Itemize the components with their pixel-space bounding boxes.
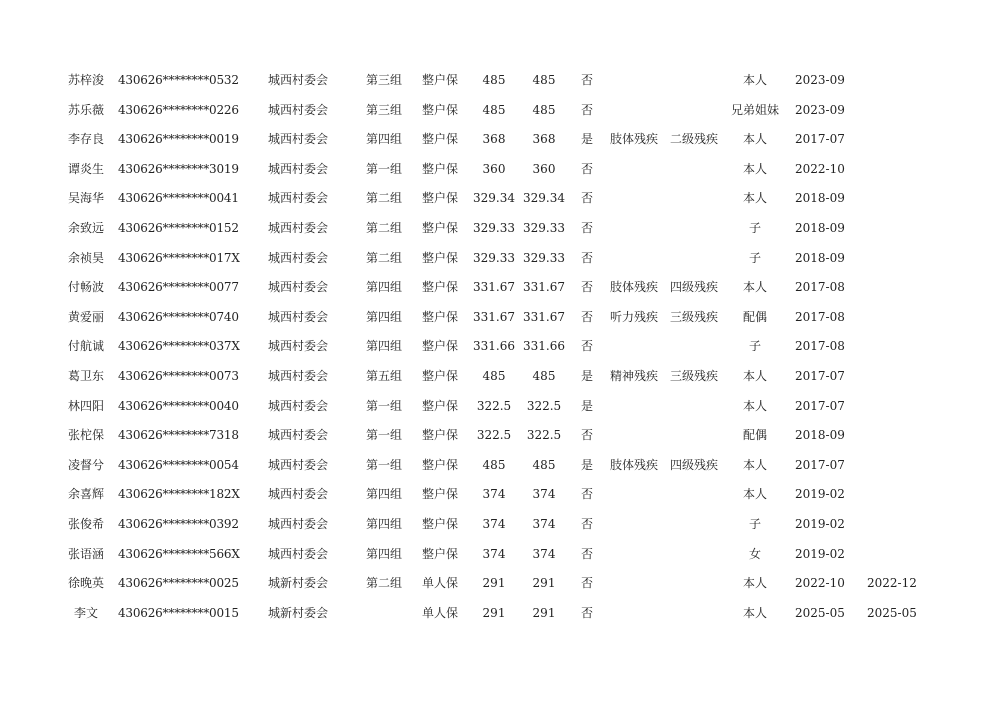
coverage-type-cell: 单人保 xyxy=(422,576,459,591)
group-cell: 第四组 xyxy=(366,339,403,354)
start-date-cell: 2017-08 xyxy=(795,280,845,295)
relation-cell: 本人 xyxy=(742,280,767,295)
disability-type-cell: 精神残疾 xyxy=(610,369,659,383)
village-committee-cell: 城西村委会 xyxy=(268,161,329,176)
name-cell: 林四阳 xyxy=(67,398,104,413)
id-number-cell: 430626********0025 xyxy=(118,576,239,591)
amount-paid-cell: 374 xyxy=(532,517,556,531)
group-cell xyxy=(366,599,416,628)
start-date-cell: 2022-10 xyxy=(795,161,845,176)
table-row xyxy=(0,451,1000,480)
disability-level-cell xyxy=(670,569,726,598)
name-cell: 葛卫东 xyxy=(67,369,104,383)
disability-level-cell xyxy=(670,421,726,450)
relation-cell: 本人 xyxy=(742,191,767,206)
amount-paid-cell: 368 xyxy=(532,132,556,147)
amount-cell: 291 xyxy=(482,605,506,620)
id-number-cell: 430626********0019 xyxy=(118,132,239,147)
relation-cell: 本人 xyxy=(742,369,767,383)
disability-type-cell xyxy=(610,510,666,539)
group-cell: 第一组 xyxy=(366,428,403,443)
group-cell: 第四组 xyxy=(366,546,403,561)
village-committee-cell: 城西村委会 xyxy=(268,546,329,561)
table-row xyxy=(0,540,1000,569)
amount-paid-cell: 485 xyxy=(532,457,556,472)
disability-type-cell xyxy=(610,244,666,273)
group-cell: 第四组 xyxy=(366,132,403,147)
amount-paid-cell: 329.33 xyxy=(523,221,565,235)
flag-cell: 否 xyxy=(580,191,593,206)
disability-level-cell xyxy=(670,332,726,361)
amount-cell: 331.67 xyxy=(473,309,515,324)
id-number-cell: 430626********7318 xyxy=(118,428,239,443)
disability-level-cell xyxy=(670,214,726,243)
disability-level-cell xyxy=(670,599,726,628)
coverage-type-cell: 整户保 xyxy=(422,517,459,531)
coverage-type-cell: 整户保 xyxy=(422,102,459,117)
disability-type-cell xyxy=(610,214,666,243)
relation-cell: 女 xyxy=(748,546,761,561)
amount-cell: 374 xyxy=(482,517,506,531)
table-row xyxy=(0,66,1000,95)
end-date-cell xyxy=(867,451,927,480)
amount-cell: 374 xyxy=(482,546,506,561)
table-row xyxy=(0,303,1000,332)
flag-cell: 否 xyxy=(580,102,593,117)
group-cell: 第三组 xyxy=(366,102,403,117)
amount-paid-cell: 322.5 xyxy=(526,398,562,413)
group-cell: 第五组 xyxy=(366,369,403,383)
disability-type-cell: 肢体残疾 xyxy=(610,457,659,472)
disability-type-cell: 肢体残疾 xyxy=(610,280,659,295)
disability-type-cell xyxy=(610,332,666,361)
amount-paid-cell: 374 xyxy=(532,487,556,502)
relation-cell: 配偶 xyxy=(742,309,767,324)
village-committee-cell: 城西村委会 xyxy=(268,339,329,354)
end-date-cell xyxy=(867,540,927,569)
group-cell: 第三组 xyxy=(366,73,403,87)
relation-cell: 子 xyxy=(748,221,761,235)
village-committee-cell: 城西村委会 xyxy=(268,487,329,502)
id-number-cell: 430626********0040 xyxy=(118,398,239,413)
table-row xyxy=(0,155,1000,184)
table-row xyxy=(0,599,1000,628)
start-date-cell: 2019-02 xyxy=(795,546,845,561)
end-date-cell xyxy=(867,332,927,361)
end-date-cell xyxy=(867,96,927,125)
end-date-cell xyxy=(867,155,927,184)
start-date-cell: 2025-05 xyxy=(795,605,845,620)
disability-type-cell xyxy=(610,540,666,569)
name-cell: 余祯昊 xyxy=(67,250,104,265)
flag-cell: 否 xyxy=(580,517,593,531)
disability-level-cell xyxy=(670,184,726,213)
start-date-cell: 2019-02 xyxy=(795,517,845,531)
table-row xyxy=(0,214,1000,243)
name-cell: 李文 xyxy=(73,605,98,620)
end-date-cell xyxy=(867,510,927,539)
start-date-cell: 2023-09 xyxy=(795,73,845,87)
village-committee-cell: 城西村委会 xyxy=(268,191,329,206)
id-number-cell: 430626********3019 xyxy=(118,161,239,176)
village-committee-cell: 城新村委会 xyxy=(268,605,329,620)
name-cell: 徐晚英 xyxy=(67,576,104,591)
coverage-type-cell: 整户保 xyxy=(422,457,459,472)
amount-cell: 485 xyxy=(482,73,506,87)
id-number-cell: 430626********037X xyxy=(118,339,240,354)
group-cell: 第二组 xyxy=(366,250,403,265)
coverage-type-cell: 整户保 xyxy=(422,73,459,87)
flag-cell: 是 xyxy=(580,369,593,383)
start-date-cell: 2019-02 xyxy=(795,487,845,502)
relation-cell: 本人 xyxy=(742,132,767,147)
start-date-cell: 2017-08 xyxy=(795,309,845,324)
group-cell: 第四组 xyxy=(366,309,403,324)
end-date-cell xyxy=(867,303,927,332)
table-row xyxy=(0,244,1000,273)
disability-type-cell: 肢体残疾 xyxy=(610,132,659,147)
id-number-cell: 430626********0392 xyxy=(118,517,239,531)
id-number-cell: 430626********017X xyxy=(118,250,240,265)
relation-cell: 本人 xyxy=(742,605,767,620)
disability-level-cell xyxy=(670,66,726,95)
amount-paid-cell: 291 xyxy=(532,605,556,620)
village-committee-cell: 城西村委会 xyxy=(268,280,329,295)
disability-level-cell xyxy=(670,480,726,509)
flag-cell: 否 xyxy=(580,339,593,354)
id-number-cell: 430626********0041 xyxy=(118,191,239,206)
village-committee-cell: 城西村委会 xyxy=(268,221,329,235)
amount-cell: 322.5 xyxy=(476,428,512,443)
disability-level-cell xyxy=(670,155,726,184)
disability-level-cell: 三级残疾 xyxy=(670,309,719,324)
table-row xyxy=(0,184,1000,213)
flag-cell: 否 xyxy=(580,280,593,295)
coverage-type-cell: 单人保 xyxy=(422,605,459,620)
amount-paid-cell: 331.67 xyxy=(523,280,565,295)
name-cell: 张俊希 xyxy=(67,517,104,531)
start-date-cell: 2018-09 xyxy=(795,191,845,206)
table-row xyxy=(0,273,1000,302)
amount-cell: 329.33 xyxy=(473,221,515,235)
table-row xyxy=(0,392,1000,421)
id-number-cell: 430626********0054 xyxy=(118,457,239,472)
table-row xyxy=(0,332,1000,361)
amount-cell: 485 xyxy=(482,457,506,472)
coverage-type-cell: 整户保 xyxy=(422,161,459,176)
village-committee-cell: 城西村委会 xyxy=(268,250,329,265)
name-cell: 张语涵 xyxy=(67,546,104,561)
amount-cell: 360 xyxy=(482,161,506,176)
disability-type-cell xyxy=(610,480,666,509)
village-committee-cell: 城西村委会 xyxy=(268,428,329,443)
amount-paid-cell: 374 xyxy=(532,546,556,561)
group-cell: 第四组 xyxy=(366,517,403,531)
id-number-cell: 430626********182X xyxy=(118,487,240,502)
flag-cell: 否 xyxy=(580,309,593,324)
id-number-cell: 430626********0077 xyxy=(118,280,239,295)
name-cell: 余喜辉 xyxy=(67,487,104,502)
name-cell: 付航诚 xyxy=(67,339,104,354)
coverage-type-cell: 整户保 xyxy=(422,132,459,147)
id-number-cell: 430626********566X xyxy=(118,546,240,561)
start-date-cell: 2017-07 xyxy=(795,132,845,147)
amount-cell: 329.34 xyxy=(473,191,515,206)
disability-level-cell xyxy=(670,244,726,273)
end-date-cell xyxy=(867,214,927,243)
disability-level-cell xyxy=(670,392,726,421)
amount-paid-cell: 485 xyxy=(532,369,556,383)
disability-type-cell xyxy=(610,421,666,450)
disability-type-cell xyxy=(610,569,666,598)
name-cell: 苏乐薇 xyxy=(67,102,104,117)
amount-paid-cell: 331.67 xyxy=(523,309,565,324)
disability-level-cell: 四级残疾 xyxy=(670,457,719,472)
disability-level-cell: 三级残疾 xyxy=(670,369,719,383)
disability-level-cell xyxy=(670,540,726,569)
end-date-cell xyxy=(867,362,927,391)
coverage-type-cell: 整户保 xyxy=(422,250,459,265)
flag-cell: 否 xyxy=(580,161,593,176)
end-date-cell: 2022-12 xyxy=(867,576,917,591)
name-cell: 凌督兮 xyxy=(67,457,104,472)
disability-type-cell: 听力残疾 xyxy=(610,309,659,324)
start-date-cell: 2017-07 xyxy=(795,398,845,413)
id-number-cell: 430626********0015 xyxy=(118,605,239,620)
amount-paid-cell: 329.33 xyxy=(523,250,565,265)
coverage-type-cell: 整户保 xyxy=(422,546,459,561)
amount-paid-cell: 322.5 xyxy=(526,428,562,443)
name-cell: 苏梓浚 xyxy=(67,73,104,87)
flag-cell: 否 xyxy=(580,576,593,591)
group-cell: 第四组 xyxy=(366,487,403,502)
disability-type-cell xyxy=(610,155,666,184)
amount-paid-cell: 329.34 xyxy=(523,191,565,206)
relation-cell: 本人 xyxy=(742,487,767,502)
relation-cell: 本人 xyxy=(742,457,767,472)
name-cell: 黄爱丽 xyxy=(67,309,104,324)
name-cell: 李存良 xyxy=(67,132,104,147)
flag-cell: 否 xyxy=(580,487,593,502)
end-date-cell xyxy=(867,392,927,421)
group-cell: 第一组 xyxy=(366,161,403,176)
name-cell: 付畅波 xyxy=(67,280,104,295)
flag-cell: 否 xyxy=(580,73,593,87)
start-date-cell: 2023-09 xyxy=(795,102,845,117)
group-cell: 第二组 xyxy=(366,221,403,235)
amount-cell: 485 xyxy=(482,102,506,117)
disability-type-cell xyxy=(610,184,666,213)
table-row xyxy=(0,362,1000,391)
id-number-cell: 430626********0740 xyxy=(118,309,239,324)
flag-cell: 否 xyxy=(580,221,593,235)
amount-cell: 329.33 xyxy=(473,250,515,265)
id-number-cell: 430626********0152 xyxy=(118,221,239,235)
village-committee-cell: 城西村委会 xyxy=(268,132,329,147)
end-date-cell xyxy=(867,125,927,154)
relation-cell: 本人 xyxy=(742,576,767,591)
id-number-cell: 430626********0532 xyxy=(118,73,239,87)
village-committee-cell: 城西村委会 xyxy=(268,398,329,413)
village-committee-cell: 城西村委会 xyxy=(268,309,329,324)
coverage-type-cell: 整户保 xyxy=(422,428,459,443)
disability-level-cell: 二级残疾 xyxy=(670,132,719,147)
table-row xyxy=(0,569,1000,598)
amount-cell: 331.66 xyxy=(473,339,515,354)
village-committee-cell: 城西村委会 xyxy=(268,102,329,117)
group-cell: 第二组 xyxy=(366,576,403,591)
end-date-cell xyxy=(867,184,927,213)
amount-cell: 291 xyxy=(482,576,506,591)
amount-cell: 374 xyxy=(482,487,506,502)
relation-cell: 本人 xyxy=(742,73,767,87)
amount-cell: 368 xyxy=(482,132,506,147)
group-cell: 第二组 xyxy=(366,191,403,206)
name-cell: 余致远 xyxy=(67,221,104,235)
disability-type-cell xyxy=(610,96,666,125)
disability-type-cell xyxy=(610,599,666,628)
amount-cell: 331.67 xyxy=(473,280,515,295)
id-number-cell: 430626********0226 xyxy=(118,102,239,117)
end-date-cell: 2025-05 xyxy=(867,605,917,620)
relation-cell: 本人 xyxy=(742,398,767,413)
flag-cell: 是 xyxy=(580,132,593,147)
end-date-cell xyxy=(867,273,927,302)
coverage-type-cell: 整户保 xyxy=(422,221,459,235)
table-row xyxy=(0,480,1000,509)
group-cell: 第四组 xyxy=(366,280,403,295)
relation-cell: 本人 xyxy=(742,161,767,176)
coverage-type-cell: 整户保 xyxy=(422,487,459,502)
relation-cell: 子 xyxy=(748,339,761,354)
village-committee-cell: 城西村委会 xyxy=(268,457,329,472)
disability-level-cell: 四级残疾 xyxy=(670,280,719,295)
flag-cell: 否 xyxy=(580,605,593,620)
amount-paid-cell: 331.66 xyxy=(523,339,565,354)
disability-level-cell xyxy=(670,96,726,125)
start-date-cell: 2018-09 xyxy=(795,221,845,235)
flag-cell: 否 xyxy=(580,546,593,561)
end-date-cell xyxy=(867,244,927,273)
group-cell: 第一组 xyxy=(366,398,403,413)
flag-cell: 否 xyxy=(580,250,593,265)
coverage-type-cell: 整户保 xyxy=(422,339,459,354)
end-date-cell xyxy=(867,66,927,95)
disability-type-cell xyxy=(610,66,666,95)
coverage-type-cell: 整户保 xyxy=(422,280,459,295)
relation-cell: 兄弟姐妹 xyxy=(730,102,779,117)
start-date-cell: 2022-10 xyxy=(795,576,845,591)
village-committee-cell: 城西村委会 xyxy=(268,73,329,87)
amount-paid-cell: 360 xyxy=(532,161,556,176)
amount-paid-cell: 485 xyxy=(532,102,556,117)
coverage-type-cell: 整户保 xyxy=(422,191,459,206)
name-cell: 吴海华 xyxy=(67,191,104,206)
coverage-type-cell: 整户保 xyxy=(422,309,459,324)
table-row xyxy=(0,421,1000,450)
relation-cell: 子 xyxy=(748,250,761,265)
start-date-cell: 2017-08 xyxy=(795,339,845,354)
table-row xyxy=(0,96,1000,125)
flag-cell: 是 xyxy=(580,457,593,472)
amount-paid-cell: 485 xyxy=(532,73,556,87)
name-cell: 谭炎生 xyxy=(67,161,104,176)
disability-type-cell xyxy=(610,392,666,421)
amount-paid-cell: 291 xyxy=(532,576,556,591)
amount-cell: 322.5 xyxy=(476,398,512,413)
start-date-cell: 2017-07 xyxy=(795,369,845,383)
end-date-cell xyxy=(867,421,927,450)
id-number-cell: 430626********0073 xyxy=(118,369,239,383)
amount-cell: 485 xyxy=(482,369,506,383)
end-date-cell xyxy=(867,480,927,509)
table-row xyxy=(0,510,1000,539)
disability-level-cell xyxy=(670,510,726,539)
start-date-cell: 2017-07 xyxy=(795,457,845,472)
flag-cell: 否 xyxy=(580,428,593,443)
coverage-type-cell: 整户保 xyxy=(422,398,459,413)
start-date-cell: 2018-09 xyxy=(795,250,845,265)
start-date-cell: 2018-09 xyxy=(795,428,845,443)
coverage-type-cell: 整户保 xyxy=(422,369,459,383)
name-cell: 张柁保 xyxy=(67,428,104,443)
relation-cell: 子 xyxy=(748,517,761,531)
group-cell: 第一组 xyxy=(366,457,403,472)
table-row xyxy=(0,125,1000,154)
relation-cell: 配偶 xyxy=(742,428,767,443)
flag-cell: 是 xyxy=(580,398,593,413)
village-committee-cell: 城西村委会 xyxy=(268,369,329,383)
village-committee-cell: 城西村委会 xyxy=(268,517,329,531)
village-committee-cell: 城新村委会 xyxy=(268,576,329,591)
